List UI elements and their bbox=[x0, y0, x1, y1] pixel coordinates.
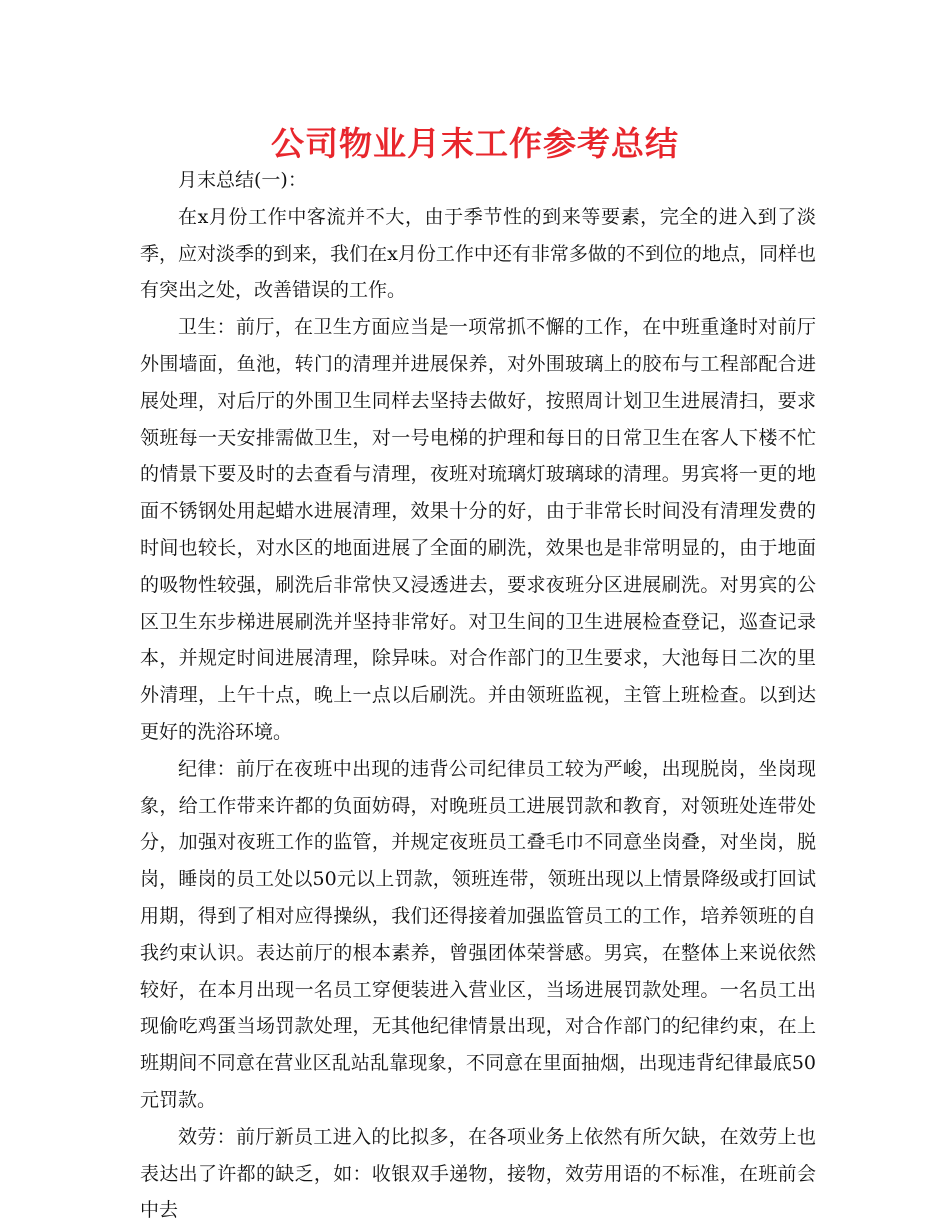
paragraph-hygiene: 卫生：前厅，在卫生方面应当是一项常抓不懈的工作，在中班重逢时对前厅外围墙面，鱼池，转门的清理并进展保养，对外围玻璃上的胶布与工程部配合进展处理，对后厅的外围卫生同样去坚持去做好，按照周计划卫生进展清扫，要求领班每一天安排需做卫生，对一号电梯的护理和每日的日常卫生在客人下楼不忙的情景下要及时的去查看与清理，夜班对琉璃灯玻璃球的清理。男宾将一更的地面不锈钢处用起蜡水进展清理，效果十分的好，由于非常长时间没有清理发费的时间也较长，对水区的地面进展了全面的刷洗，效果也是非常明显的，由于地面的吸物性较强，刷洗后非常快又浸透进去，要求夜班分区进展刷洗。对男宾的公区卫生东步梯进展刷洗并坚持非常好。对卫生间的卫生进展检查登记，巡查记录本，并规定时间进展清理，除异味。对合作部门的卫生要求，大池每日二次的里外清理，上午十点，晚上一点以后刷洗。并由领班监视，主管上班检查。以到达更好的洗浴环境。 bbox=[140, 316, 816, 743]
document-title: 公司物业月末工作参考总结 bbox=[271, 124, 679, 163]
paragraph-discipline: 纪律：前厅在夜班中出现的违背公司纪律员工较为严峻，出现脱岗，坐岗现象，给工作带来许都的负面妨碍，对晚班员工进展罚款和教育，对领班处连带处分，加强对夜班工作的监管，并规定夜班员工叠毛巾不同意坐岗叠，对坐岗，脱岗，睡岗的员工处以50元以上罚款，领班连带，领班出现以上情景降级或打回试用期，得到了相对应得操纵，我们还得接着加强监管员工的工作，培养领班的自我约束认识。表达前厅的根本素养，曾强团体荣誉感。男宾，在整体上来说依然较好，在本月出现一名员工穿便装进入营业区，当场进展罚款处理。一名员工出现偷吃鸡蛋当场罚款处理，无其他纪律情景出现，对合作部门的纪律约束，在上班期间不同意在营业区乱站乱靠现象，不同意在里面抽烟，出现违背纪律最底50元罚款。 bbox=[140, 757, 816, 1111]
section-heading: 月末总结(一)： bbox=[178, 169, 307, 191]
paragraph-intro: 在x月份工作中客流并不大，由于季节性的到来等要素，完全的进入到了淡季，应对淡季的到来，我们在x月份工作中还有非常多做的不到位的地点，同样也有突出之处，改善错误的工作。 bbox=[140, 205, 816, 302]
document-body bbox=[140, 162, 816, 1229]
paragraph-service: 效劳：前厅新员工进入的比拟多，在各项业务上依然有所欠缺，在效劳上也表达出了许都的缺乏，如：收银双手递物，接物，效劳用语的不标准，在班前会中去 bbox=[140, 1125, 816, 1222]
